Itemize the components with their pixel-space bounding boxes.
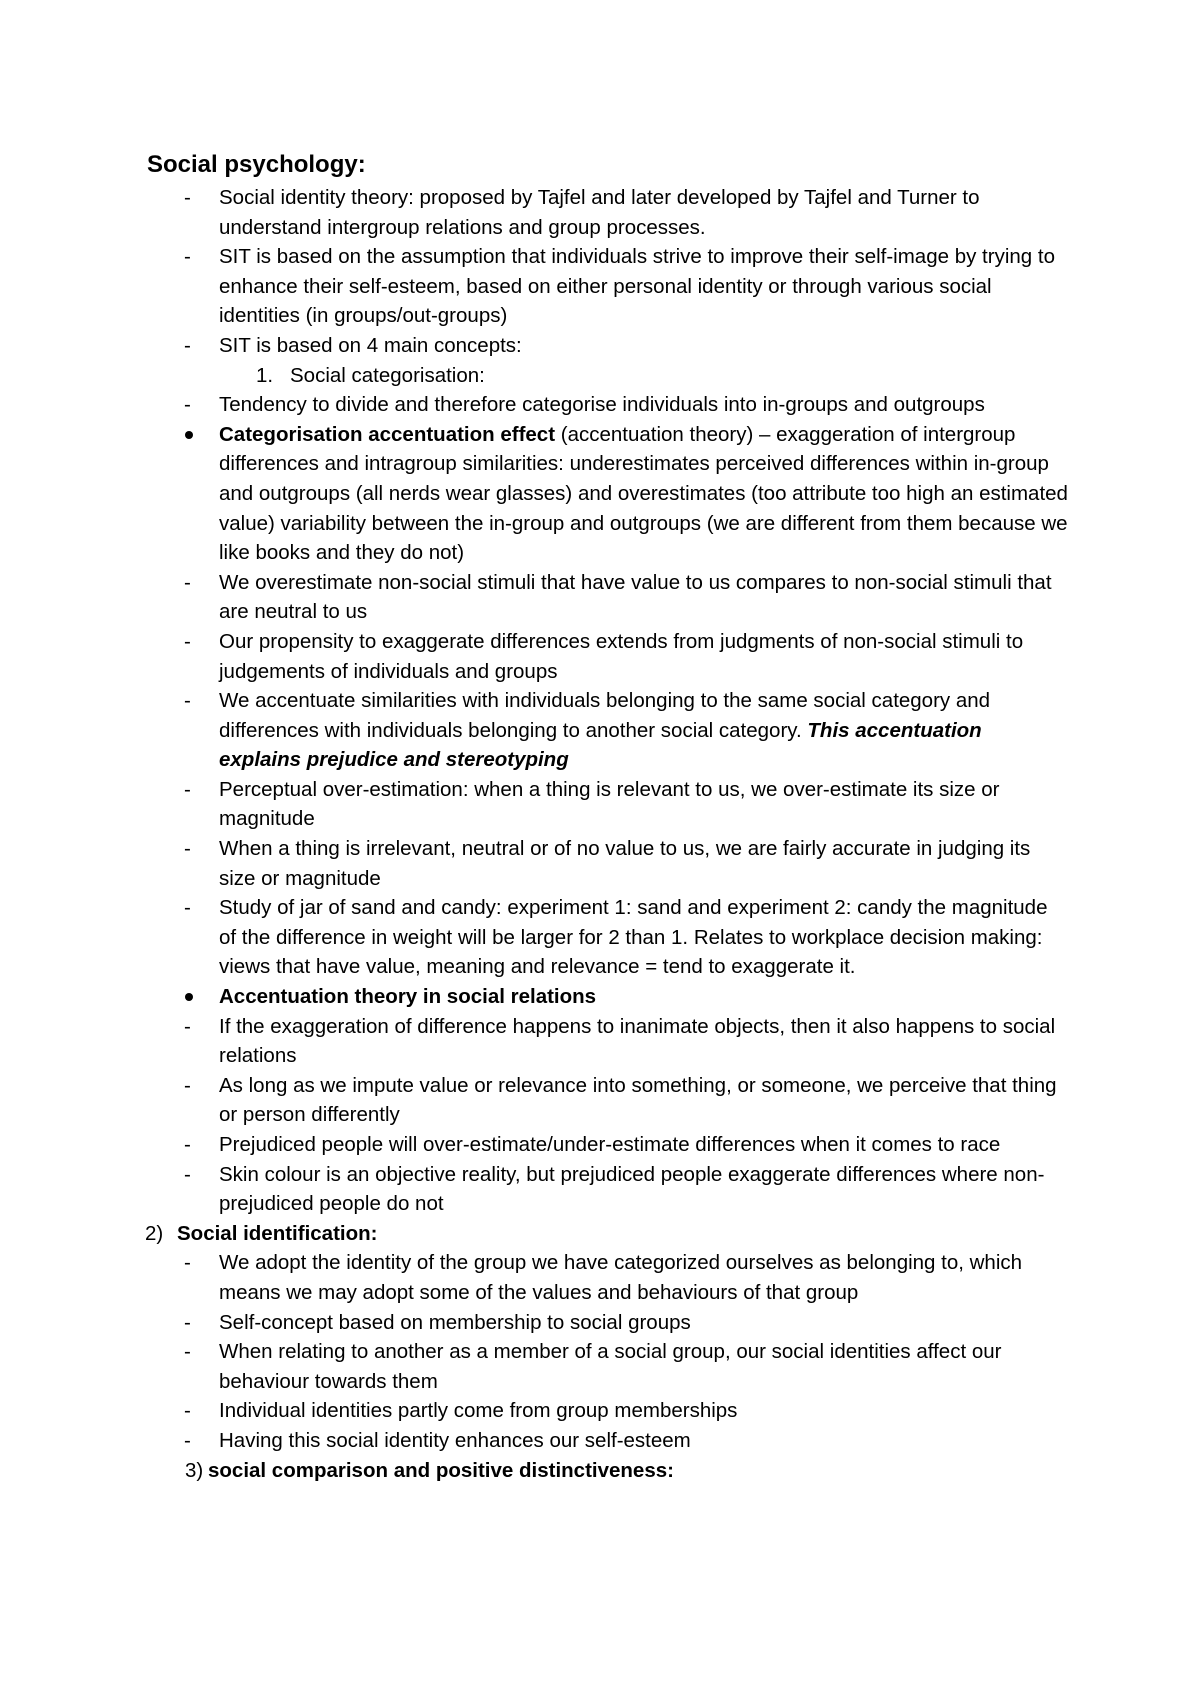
list-item-text [219,893,1069,982]
list-item-text [219,775,1069,834]
text-segment: SIT is based on 4 main concepts: [219,333,522,357]
list-marker: - [184,333,191,357]
bullet-dot-icon [185,431,193,439]
list-item-text [219,982,1069,1012]
list-marker: - [184,393,191,417]
dash-list-item [0,1248,1200,1307]
text-segment: Accentuation theory in social relations [219,985,597,1009]
list-item-text [219,331,1069,361]
bullet-list-item [0,420,1200,568]
list-marker: - [184,1133,191,1156]
text-segment: Tendency to divide and therefore categorise individuals into in-groups and outgroups [219,393,985,417]
text-segment: Perceptual over-estimation: when a thing is relevant to us, we over-estimate its size or magnitude [219,777,1000,831]
list-marker: - [184,1014,191,1038]
dash-list-item [0,893,1200,982]
bullet-dot-icon [185,993,193,1001]
list-item-text [219,1396,1069,1426]
text-segment: Social identification: [177,1221,378,1245]
dash-list-item [0,1396,1200,1426]
dash-list-item [0,775,1200,834]
text-segment: social comparison and positive distinctiveness: [208,1458,674,1482]
list-marker: 1. [256,363,274,387]
list-marker: - [184,777,191,801]
dash-list-item [0,834,1200,893]
list-marker: 3) [185,1458,204,1482]
dash-list-item [0,1130,1200,1160]
list-marker: - [184,837,191,861]
list-marker: - [184,896,191,920]
text-segment: Self-concept based on membership to social groups [219,1310,691,1334]
text-segment: Having this social identity enhances our self-esteem [219,1428,691,1452]
text-segment: As long as we impute value or relevance into something, or someone, we perceive that thing or person differently [219,1073,1057,1127]
list-item-text [219,390,1069,420]
list-item-text [219,627,1069,686]
text-segment: This accentuation explains prejudice and stereotyping [219,718,982,772]
text-segment: SIT is based on the assumption that individuals strive to improve their self-image by trying to enhance their self-esteem, based on either personal identity or through various social identities (in groups/out-groups) [219,245,1055,328]
list-item-text [208,1456,1068,1486]
list-marker: - [184,1399,191,1423]
dash-list-item [0,1071,1200,1130]
numbered-heading-item [0,361,1200,391]
dash-list-item [0,1012,1200,1071]
list-marker: - [184,1073,191,1097]
list-item-text [219,1160,1069,1219]
numbered-heading-item [0,1456,1200,1486]
list-marker: - [184,1310,191,1334]
dash-list-item [0,627,1200,686]
dash-list-item [0,1426,1200,1456]
list-item-text [219,1337,1069,1396]
text-segment: Social identity theory: proposed by Tajfel and later developed by Tajfel and Turner to understand intergroup relations and group processes. [219,186,980,239]
list-marker: - [184,1428,191,1452]
list-item-text [219,1071,1069,1130]
list-item-text [219,568,1069,627]
list-marker: - [184,629,191,653]
text-segment: Categorisation accentuation effect [219,422,556,446]
text-segment: Social categorisation: [290,363,485,387]
list-item-text [290,361,1070,391]
list-item-text [219,1248,1069,1307]
dash-list-item [0,1308,1200,1338]
list-marker: - [184,1251,191,1275]
text-segment: We adopt the identity of the group we have categorized ourselves as belonging to, which means we may adopt some of the values and behaviours of that group [219,1251,1023,1304]
list-item-text [219,1308,1069,1338]
list-marker: - [184,1162,191,1186]
list-marker: - [184,689,191,713]
text-segment: Individual identities partly come from group memberships [219,1399,738,1423]
list-marker: - [184,1340,191,1364]
text-segment: We overestimate non-social stimuli that have value to us compares to non-social stimuli that are neutral to us [219,570,1052,624]
list-marker: - [184,186,191,209]
text-segment: If the exaggeration of difference happens to inanimate objects, then it also happens to social relations [219,1014,1056,1068]
text-segment: We accentuate similarities with individuals belonging to the same social category and differences with individuals belonging to another social category. [219,689,991,742]
bullet-list-item [0,982,1200,1012]
dash-list-item [0,390,1200,420]
list-item-text [219,242,1069,331]
page-title: Social psychology: [147,151,366,178]
text-segment: When a thing is irrelevant, neutral or of no value to us, we are fairly accurate in judging its size or magnitude [219,837,1031,890]
text-segment: When relating to another as a member of a social group, our social identities affect our behaviour towards them [219,1340,1002,1393]
list-item-text [219,686,1069,775]
text-segment: Study of jar of sand and candy: experiment 1: sand and experiment 2: candy the magnitude of the difference in weight will be larger for 2 than 1. Relates to workplace decision making: views that have value, meaning and relevance = tend to exaggerate it. [219,896,1048,979]
list-marker: - [184,245,191,269]
dash-list-item [0,331,1200,361]
dash-list-item [0,686,1200,775]
text-segment: Prejudiced people will over-estimate/under-estimate differences when it comes to race [219,1133,1001,1156]
dash-list-item [0,242,1200,331]
list-item-text [219,1012,1069,1071]
text-segment: Skin colour is an objective reality, but prejudiced people exaggerate differences where non-prejudiced people do not [219,1162,1045,1216]
list-item-text [219,183,1069,242]
dash-list-item [0,183,1200,242]
dash-list-item [0,1337,1200,1396]
list-item-text [219,1130,1069,1160]
list-item-text [177,1219,1067,1249]
dash-list-item [0,568,1200,627]
dash-list-item [0,1160,1200,1219]
numbered-heading-item [0,1219,1200,1249]
list-item-text [219,834,1069,893]
text-segment: Our propensity to exaggerate differences extends from judgments of non-social stimuli to judgements of individuals and groups [219,629,1024,683]
list-item-text [219,420,1069,568]
list-item-text [219,1426,1069,1456]
notes-list [0,183,1200,1485]
list-marker: - [184,570,191,594]
text-segment: (accentuation theory) – exaggeration of intergroup differences and intragroup similarities: underestimates perceived differences within in-group and outgroups (all nerds wear glasses) and overestimates (too attribute too high an estimated value) variability between the in-group and outgroups (we are different from them because we like books and they do not) [219,422,1068,565]
list-marker: 2) [145,1221,164,1245]
